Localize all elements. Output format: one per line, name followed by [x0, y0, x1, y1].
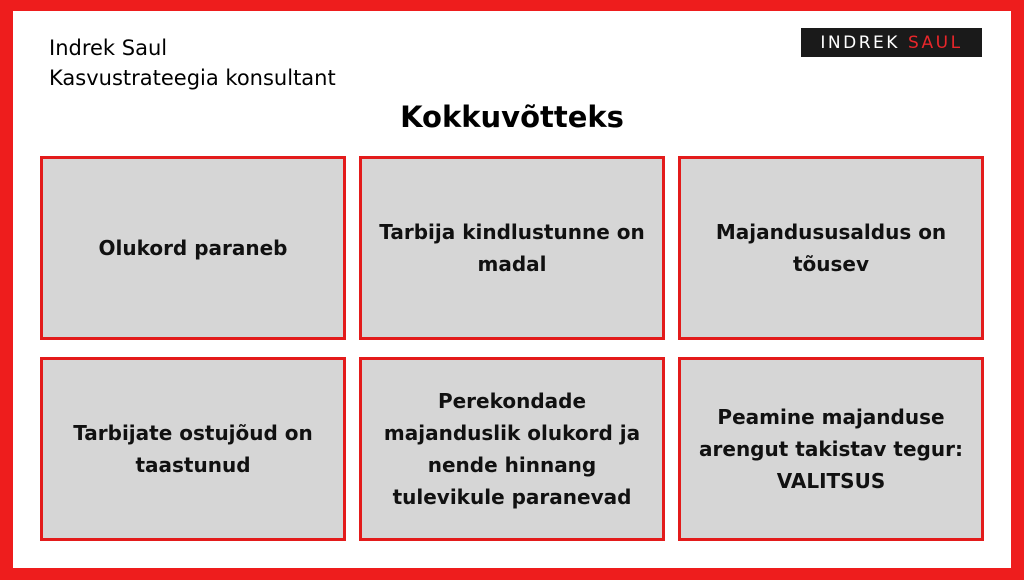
summary-grid — [40, 156, 984, 541]
summary-card-text: Tarbija kindlustunne on madal — [379, 220, 645, 276]
summary-card — [678, 156, 984, 340]
summary-card — [359, 156, 665, 340]
summary-card — [678, 357, 984, 541]
slide-title: Kokkuvõtteks — [400, 100, 624, 134]
summary-card-text: Peamine majanduse arengut takistav tegur: VALITSUS — [699, 405, 963, 493]
summary-card-text: Olukord paraneb — [98, 236, 288, 260]
logo-word-second: SAUL — [907, 32, 963, 53]
summary-card — [359, 357, 665, 541]
logo-word-first: INDREK — [820, 32, 900, 53]
summary-card-text: Perekondade majanduslik olukord ja nende hinnang tulevikule paranevad — [383, 389, 641, 509]
summary-card-text: Majandususaldus on tõusev — [715, 220, 947, 276]
summary-card — [40, 156, 346, 340]
author-block — [49, 33, 336, 93]
summary-card — [40, 357, 346, 541]
summary-card-text: Tarbijate ostujõud on taastunud — [73, 421, 313, 477]
slide — [13, 11, 1011, 568]
author-role: Kasvustrateegia konsultant — [49, 66, 336, 90]
brand-logo — [801, 28, 982, 57]
author-name: Indrek Saul — [49, 36, 168, 60]
